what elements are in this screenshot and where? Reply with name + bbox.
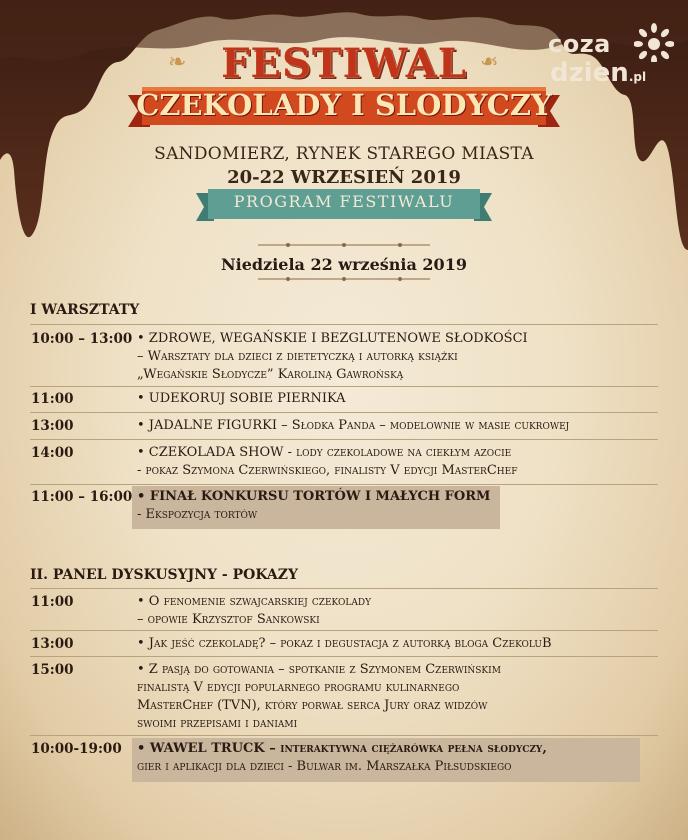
- event-description: • CZEKOLADA SHOW - lody czekoladowe na ciekłym azocie - pokaz Szymona Czerwińskiego, finalisty V edycji MasterChef: [137, 445, 518, 478]
- event-divider: [30, 656, 658, 657]
- section-title: II. PANEL DYSKUSYJNY - POKAZY: [30, 567, 299, 583]
- event-divider: [30, 386, 658, 387]
- event-divider: [30, 439, 658, 440]
- event-description: • O fenomenie szwajcarskiej czekolady – opowie Krzysztof Sankowski: [137, 594, 372, 627]
- festival-title: FESTIWAL: [221, 40, 467, 87]
- section-divider: [30, 324, 658, 325]
- event-description: • Jak jeść czekoladę? – pokaz i degustacja z autorką bloga CzekoluB: [137, 636, 552, 651]
- day-heading: Niedziela 22 września 2019: [221, 255, 467, 274]
- location: SANDOMIERZ, RYNEK STAREGO MIASTA: [154, 144, 534, 164]
- festival-dates: 20-22 WRZESIEŃ 2019: [227, 167, 461, 188]
- program-label: PROGRAM FESTIWALU: [233, 192, 455, 211]
- event-time: 10:00-19:00: [31, 741, 122, 757]
- event-time: 13:00: [31, 636, 74, 652]
- event-description-highlight: • WAWEL TRUCK – interaktywna ciężarówka pełna słodyczy, gier i aplikacji dla dzieci - Bulwar im. Marszałka Piłsudskiego: [137, 741, 547, 774]
- logo-line2: dzien.pl: [550, 58, 647, 88]
- event-divider: [30, 484, 658, 485]
- section-title: I WARSZTATY: [30, 302, 140, 318]
- event-time: 11:00: [31, 594, 74, 610]
- logo-line1: coza: [548, 30, 611, 58]
- section-divider: [30, 588, 658, 589]
- event-divider: [30, 735, 658, 736]
- event-time: 15:00: [31, 662, 74, 678]
- event-description-highlight: • FINAŁ KONKURSU TORTÓW I MAŁYCH FORM - Ekspozycja tortów: [137, 489, 491, 522]
- event-divider: [30, 412, 658, 413]
- event-time: 13:00: [31, 418, 74, 434]
- divider-top: [258, 240, 430, 250]
- flourish-right-icon: ❧: [480, 50, 499, 75]
- event-description: • JADALNE FIGURKI – Słodka Panda – modelownie w masie cukrowej: [137, 418, 570, 433]
- event-time: 14:00: [31, 445, 74, 461]
- divider-bottom: [258, 274, 430, 284]
- event-description: • ZDROWE, WEGAŃSKIE I BEZGLUTENOWE SŁODKOŚCI – Warsztaty dla dzieci z dietetyczką i autorką książki „Wegańskie Słodycze” Karoliną Gawrońską: [137, 331, 528, 382]
- event-time: 11:00: [31, 391, 74, 407]
- event-time: 10:00 – 13:00: [31, 331, 133, 347]
- flourish-left-icon: ❧: [168, 50, 187, 75]
- event-description: • UDEKORUJ SOBIE PIERNIKA: [137, 391, 346, 406]
- event-time: 11:00 – 16:00: [31, 489, 133, 505]
- event-divider: [30, 630, 658, 631]
- festival-subtitle: CZEKOLADY I SLODYCZY: [136, 88, 552, 122]
- event-description: • Z pasją do gotowania – spotkanie z Szymonem Czerwińskim finalistą V edycji popularnego programu kulinarnego MasterChef (TVN), który porwał serca Jury oraz widzów swoimi przepisami i daniami: [137, 662, 501, 731]
